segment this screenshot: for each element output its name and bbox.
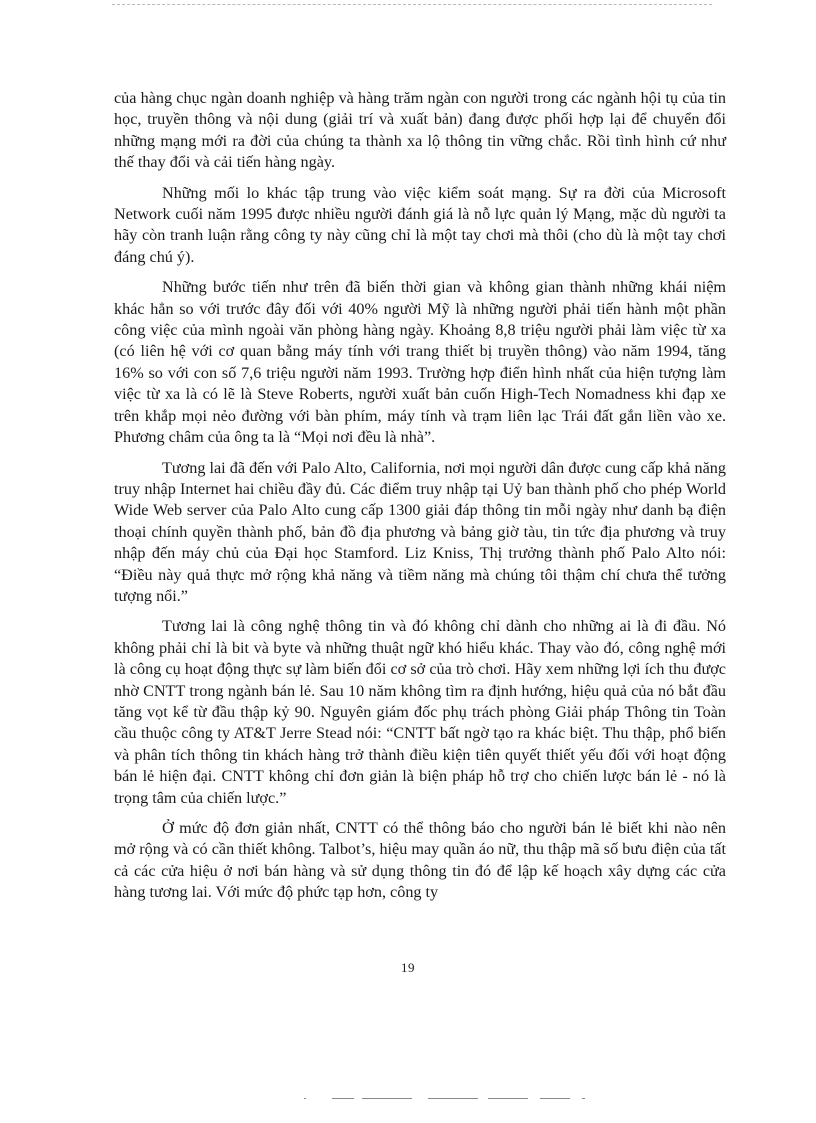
scan-top-edge — [112, 4, 712, 5]
paragraph-5: Tương lai là công nghệ thông tin và đó không chỉ dành cho những ai là đi đầu. Nó không phải chỉ là bit và byte và những thuật ngữ khó hiểu khác. Thay vào đó, công nghệ mới là công cụ hoạt động thực sự làm biến đổi cơ sở của trò chơi. Hãy xem những lợi ích thu được nhờ CNTT trong ngành bán lẻ. Sau 10 năm không tìm ra định hướng, hiệu quả của nó bắt đầu tăng vọt kể từ đầu thập kỷ 90. Nguyên giám đốc phụ trách phòng Giải pháp Thông tin Toàn cầu thuộc công ty AT&T Jerre Stead nói: “CNTT bất ngờ tạo ra khác biệt. Thu thập, phổ biến và phân tích thông tin khách hàng trở thành điều kiện tiên quyết thiết yếu đối với hoạt động bán lẻ hiện đại. CNTT không chỉ đơn giản là biện pháp hỗ trợ cho chiến lược bán lẻ - nó là trọng tâm của chiến lược.” — [114, 617, 726, 807]
page-number: 19 — [401, 960, 415, 975]
page-body — [114, 88, 726, 913]
paragraph-2: Những mối lo khác tập trung vào việc kiểm soát mạng. Sự ra đời của Microsoft Network cuối năm 1995 được nhiều người đánh giá là nỗ lực quản lý Mạng, mặc dù người ta hãy còn tranh luận rằng công ty này cũng chỉ là một tay chơi mà thôi (cho dù là một tay chơi đáng chú ý). — [114, 183, 726, 266]
paragraph-3: Những bước tiến như trên đã biến thời gian và không gian thành những khái niệm khác hẳn so với trước đây đối với 40% người Mỹ là những người phải tiến hành một phần công việc của mình ngoài văn phòng hàng ngày. Khoảng 8,8 triệu người phải làm việc từ xa (có liên hệ với cơ quan bằng máy tính với trang thiết bị truyền thông) vào năm 1994, tăng 16% so với con số 7,6 triệu người năm 1993. Trường hợp điển hình nhất của hiện tượng làm việc từ xa là có lẽ là Steve Roberts, người xuất bản cuốn High-Tech Nomadness khi đạp xe trên khắp mọi nẻo đường với bàn phím, máy tính và trạm liên lạc Trái đất gắn liền vào xe. Phương châm của ông ta là “Mọi nơi đều là nhà”. — [114, 278, 726, 447]
paragraph-4: Tương lai đã đến với Palo Alto, California, nơi mọi người dân được cung cấp khả năng truy nhập Internet hai chiều đầy đủ. Các điểm truy nhập tại Uỷ ban thành phố cho phép World Wide Web server của Palo Alto cung cấp 1300 giải đáp thông tin mỗi ngày như danh bạ điện thoại chính quyền thành phố, bản đồ địa phương và bảng giờ tàu, tin tức địa phương và truy nhập đến máy chủ của Đại học Stamford. Liz Kniss, Thị trưởng thành phố Palo Alto nói: “Điều này quả thực mở rộng khả năng và tiềm năng mà chúng tôi thậm chí chưa thể tưởng tượng nổi.” — [114, 458, 726, 605]
paragraph-1: của hàng chục ngàn doanh nghiệp và hàng trăm ngàn con người trong các ngành hội tụ của tin học, truyền thông và nội dung (giải trí và xuất bản) đang được phối hợp lại để chuyển đổi những mạng mới ra đời của chúng ta thành xa lộ thông tin vững chắc. Rồi tình hình cứ như thế thay đổi và cải tiến hàng ngày. — [114, 89, 726, 172]
paragraph-6: Ở mức độ đơn giản nhất, CNTT có thể thông báo cho người bán lẻ biết khi nào nên mở rộng và có cần thiết không. Talbot’s, hiệu may quần áo nữ, thu thập mã số bưu điện của tất cả các cửa hiệu ở nơi bán hàng và sử dụng thông tin đó để lập kế hoạch xây dựng các cửa hàng tương lai. Với mức độ phức tạp hơn, công ty — [114, 819, 726, 902]
scan-bottom-marks — [304, 1096, 588, 1102]
